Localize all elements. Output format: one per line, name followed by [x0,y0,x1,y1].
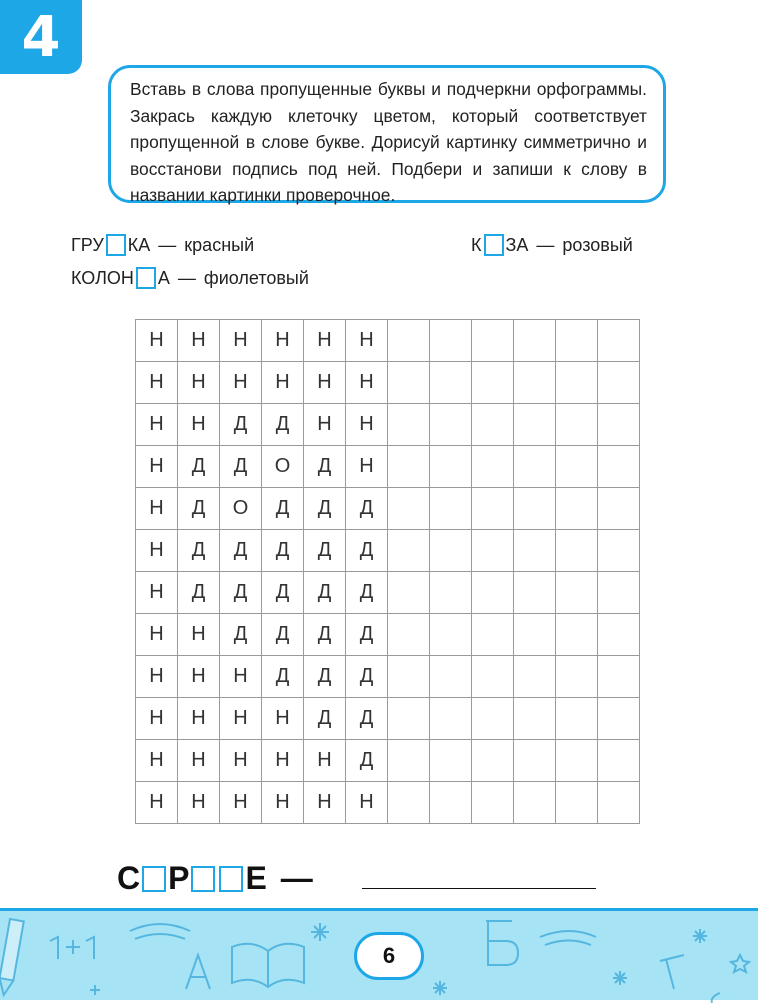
grid-cell[interactable] [472,614,514,656]
grid-cell[interactable]: Н [136,614,178,656]
grid-row [136,614,640,656]
grid-cell[interactable] [556,698,598,740]
grid-cell[interactable]: Н [136,404,178,446]
grid-cell[interactable]: Д [220,572,262,614]
coloring-grid [135,319,640,824]
grid-cell[interactable]: Д [262,656,304,698]
grid-cell[interactable] [514,782,556,824]
grid-cell[interactable]: Н [178,782,220,824]
grid-row [136,320,640,362]
grid-cell[interactable]: Д [262,404,304,446]
grid-cell[interactable]: Н [346,782,388,824]
grid-cell[interactable] [472,698,514,740]
page-number-badge [354,932,424,980]
missing-letter-box[interactable] [136,267,156,289]
task-word-start: К [471,234,482,255]
grid-cell[interactable]: Н [262,698,304,740]
grid-cell[interactable] [388,404,430,446]
grid-cell[interactable]: Н [304,740,346,782]
missing-letter-box[interactable] [106,234,126,256]
grid-row [136,404,640,446]
grid-cell[interactable]: Н [178,362,220,404]
grid-cell[interactable]: Н [304,404,346,446]
grid-cell[interactable]: Д [346,698,388,740]
grid-cell[interactable] [598,320,640,362]
grid-cell[interactable] [514,614,556,656]
grid-cell[interactable] [388,530,430,572]
grid-cell[interactable] [472,446,514,488]
grid-cell[interactable]: Д [346,614,388,656]
task-word-end: КА [127,234,151,255]
grid-cell[interactable]: Д [178,572,220,614]
grid-cell[interactable]: Н [220,320,262,362]
grid-cell[interactable]: Н [136,320,178,362]
grid-cell[interactable] [598,404,640,446]
grid-cell[interactable]: Д [346,656,388,698]
grid-cell[interactable] [556,740,598,782]
grid-cell[interactable] [514,698,556,740]
task-word-koza [471,234,633,256]
caption-letter: Р [168,860,190,896]
grid-cell[interactable] [430,362,472,404]
caption-letter: С [117,860,141,896]
task-number-badge [0,0,82,74]
grid-cell[interactable] [430,614,472,656]
grid-cell[interactable] [556,362,598,404]
grid-cell[interactable] [598,614,640,656]
grid-cell[interactable]: Н [136,446,178,488]
grid-cell[interactable]: Н [136,656,178,698]
task-dash: — [536,234,555,255]
grid-cell[interactable]: Н [304,320,346,362]
grid-cell[interactable] [472,782,514,824]
grid-cell[interactable]: Д [178,446,220,488]
grid-cell[interactable] [472,320,514,362]
grid-cell[interactable] [598,782,640,824]
grid-cell[interactable] [430,530,472,572]
grid-cell[interactable] [388,446,430,488]
grid-cell[interactable]: Д [262,572,304,614]
grid-cell[interactable] [472,530,514,572]
grid-row [136,782,640,824]
grid-cell[interactable]: Н [136,530,178,572]
grid-cell[interactable]: Н [220,362,262,404]
task-word-start: КОЛОН [71,267,134,288]
task-word-end: А [157,267,170,288]
task-color: фиолетовый [203,267,309,288]
grid-cell[interactable]: Д [346,488,388,530]
grid-cell[interactable] [472,656,514,698]
grid-cell[interactable]: Н [346,446,388,488]
grid-cell[interactable] [430,404,472,446]
grid-row [136,530,640,572]
grid-cell[interactable] [556,488,598,530]
grid-row [136,698,640,740]
grid-cell[interactable] [598,446,640,488]
grid-cell[interactable] [514,362,556,404]
grid-cell[interactable]: Д [304,698,346,740]
grid-cell[interactable] [514,446,556,488]
grid-cell[interactable] [388,320,430,362]
caption-missing-box[interactable] [191,866,215,892]
grid-cell[interactable] [472,740,514,782]
grid-cell[interactable] [430,488,472,530]
grid-cell[interactable]: Н [304,362,346,404]
grid-cell[interactable]: Н [178,740,220,782]
grid-cell[interactable]: Д [346,572,388,614]
grid-cell[interactable]: Н [220,656,262,698]
grid-cell[interactable]: Д [346,740,388,782]
grid-cell[interactable] [556,782,598,824]
grid-cell[interactable] [388,656,430,698]
grid-cell[interactable] [472,362,514,404]
grid-cell[interactable] [598,530,640,572]
grid-cell[interactable] [556,572,598,614]
grid-cell[interactable]: Н [178,698,220,740]
grid-cell[interactable]: Д [262,614,304,656]
grid-cell[interactable] [514,404,556,446]
grid-cell[interactable]: Д [304,614,346,656]
grid-cell[interactable] [430,740,472,782]
grid-cell[interactable] [430,698,472,740]
task-number: 4 [21,4,61,70]
grid-cell[interactable]: О [262,446,304,488]
grid-cell[interactable] [430,572,472,614]
grid-cell[interactable]: Д [262,530,304,572]
grid-cell[interactable] [388,698,430,740]
grid-cell[interactable] [514,530,556,572]
grid-cell[interactable] [388,488,430,530]
grid-cell[interactable] [556,320,598,362]
grid-cell[interactable]: Д [304,488,346,530]
grid-cell[interactable]: О [220,488,262,530]
grid-cell[interactable] [430,656,472,698]
instruction-text: Вставь в слова пропущенные буквы и подчеркни орфограммы. Закрась каждую клеточку цветом, который соответствует пропущенной в слове букве. Дорисуй картинку симметрично и восстанови подпись под ней. Подбери и запиши к слову в названии картинки проверочное. [130,79,647,205]
page-number: 6 [382,943,396,968]
grid-row [136,572,640,614]
grid-cell[interactable] [556,446,598,488]
grid-cell[interactable] [430,320,472,362]
grid-cell[interactable] [598,362,640,404]
grid-cell[interactable] [556,614,598,656]
grid-cell[interactable]: Н [136,362,178,404]
grid-cell[interactable]: Н [262,740,304,782]
grid-cell[interactable] [430,782,472,824]
grid-cell[interactable]: Н [220,782,262,824]
grid-cell[interactable]: Д [262,488,304,530]
missing-letter-box[interactable] [484,234,504,256]
task-color: красный [184,234,255,255]
grid-cell[interactable]: Д [346,530,388,572]
grid-cell[interactable]: Д [304,530,346,572]
grid-cell[interactable] [388,740,430,782]
grid-cell[interactable]: Н [346,362,388,404]
grid-cell[interactable] [514,320,556,362]
grid-cell[interactable] [598,656,640,698]
grid-cell[interactable]: Н [136,740,178,782]
grid-cell[interactable] [514,572,556,614]
instruction-box [108,65,666,203]
grid-cell[interactable] [598,698,640,740]
grid-cell[interactable]: Д [220,530,262,572]
grid-cell[interactable] [556,404,598,446]
grid-cell[interactable]: Н [178,404,220,446]
grid-cell[interactable]: Д [220,614,262,656]
grid-row [136,488,640,530]
grid-row [136,362,640,404]
grid-cell[interactable]: Н [178,320,220,362]
grid-cell[interactable] [598,488,640,530]
grid-cell[interactable]: Н [178,614,220,656]
grid-cell[interactable] [430,446,472,488]
grid-cell[interactable] [388,782,430,824]
grid-row [136,740,640,782]
check-word-line[interactable] [362,888,596,889]
grid-cell[interactable] [514,656,556,698]
grid-cell[interactable]: Н [346,320,388,362]
grid-cell[interactable]: Н [136,572,178,614]
grid-cell[interactable]: Д [304,446,346,488]
grid-cell[interactable] [388,614,430,656]
task-dash: — [177,267,196,288]
task-word-kolonna [71,267,309,289]
grid-cell[interactable]: Н [136,782,178,824]
grid-cell[interactable]: Н [220,698,262,740]
picture-caption [117,860,313,897]
grid-cell[interactable] [598,740,640,782]
grid-cell[interactable]: Н [346,404,388,446]
caption-missing-box[interactable] [142,866,166,892]
grid-cell[interactable]: Н [220,740,262,782]
task-word-start: ГРУ [71,234,104,255]
grid-cell[interactable]: Д [178,530,220,572]
grid-cell[interactable]: Н [262,782,304,824]
grid-cell[interactable] [598,572,640,614]
task-dash: — [158,234,177,255]
grid-cell[interactable] [514,488,556,530]
grid-cell[interactable] [472,488,514,530]
grid-cell[interactable] [514,740,556,782]
caption-dash: — [280,860,313,896]
grid-cell[interactable]: Д [220,446,262,488]
task-word-grushka [71,234,254,256]
grid-row [136,656,640,698]
grid-cell[interactable]: Н [262,320,304,362]
task-word-end: ЗА [505,234,529,255]
grid-cell[interactable] [556,530,598,572]
grid-cell[interactable]: Н [262,362,304,404]
grid-cell[interactable]: Д [220,404,262,446]
grid-cell[interactable]: Н [178,656,220,698]
grid-cell[interactable]: Н [136,698,178,740]
grid-cell[interactable] [472,404,514,446]
grid-row [136,446,640,488]
task-color: розовый [562,234,633,255]
grid-cell[interactable] [556,656,598,698]
grid-cell[interactable] [472,572,514,614]
grid-cell[interactable]: Д [304,572,346,614]
caption-missing-box[interactable] [219,866,243,892]
grid-cell[interactable]: Д [178,488,220,530]
grid-cell[interactable] [388,572,430,614]
caption-letter: Е [245,860,267,896]
grid-cell[interactable] [388,362,430,404]
grid-cell[interactable]: Д [304,656,346,698]
grid-cell[interactable]: Н [136,488,178,530]
grid-cell[interactable]: Н [304,782,346,824]
